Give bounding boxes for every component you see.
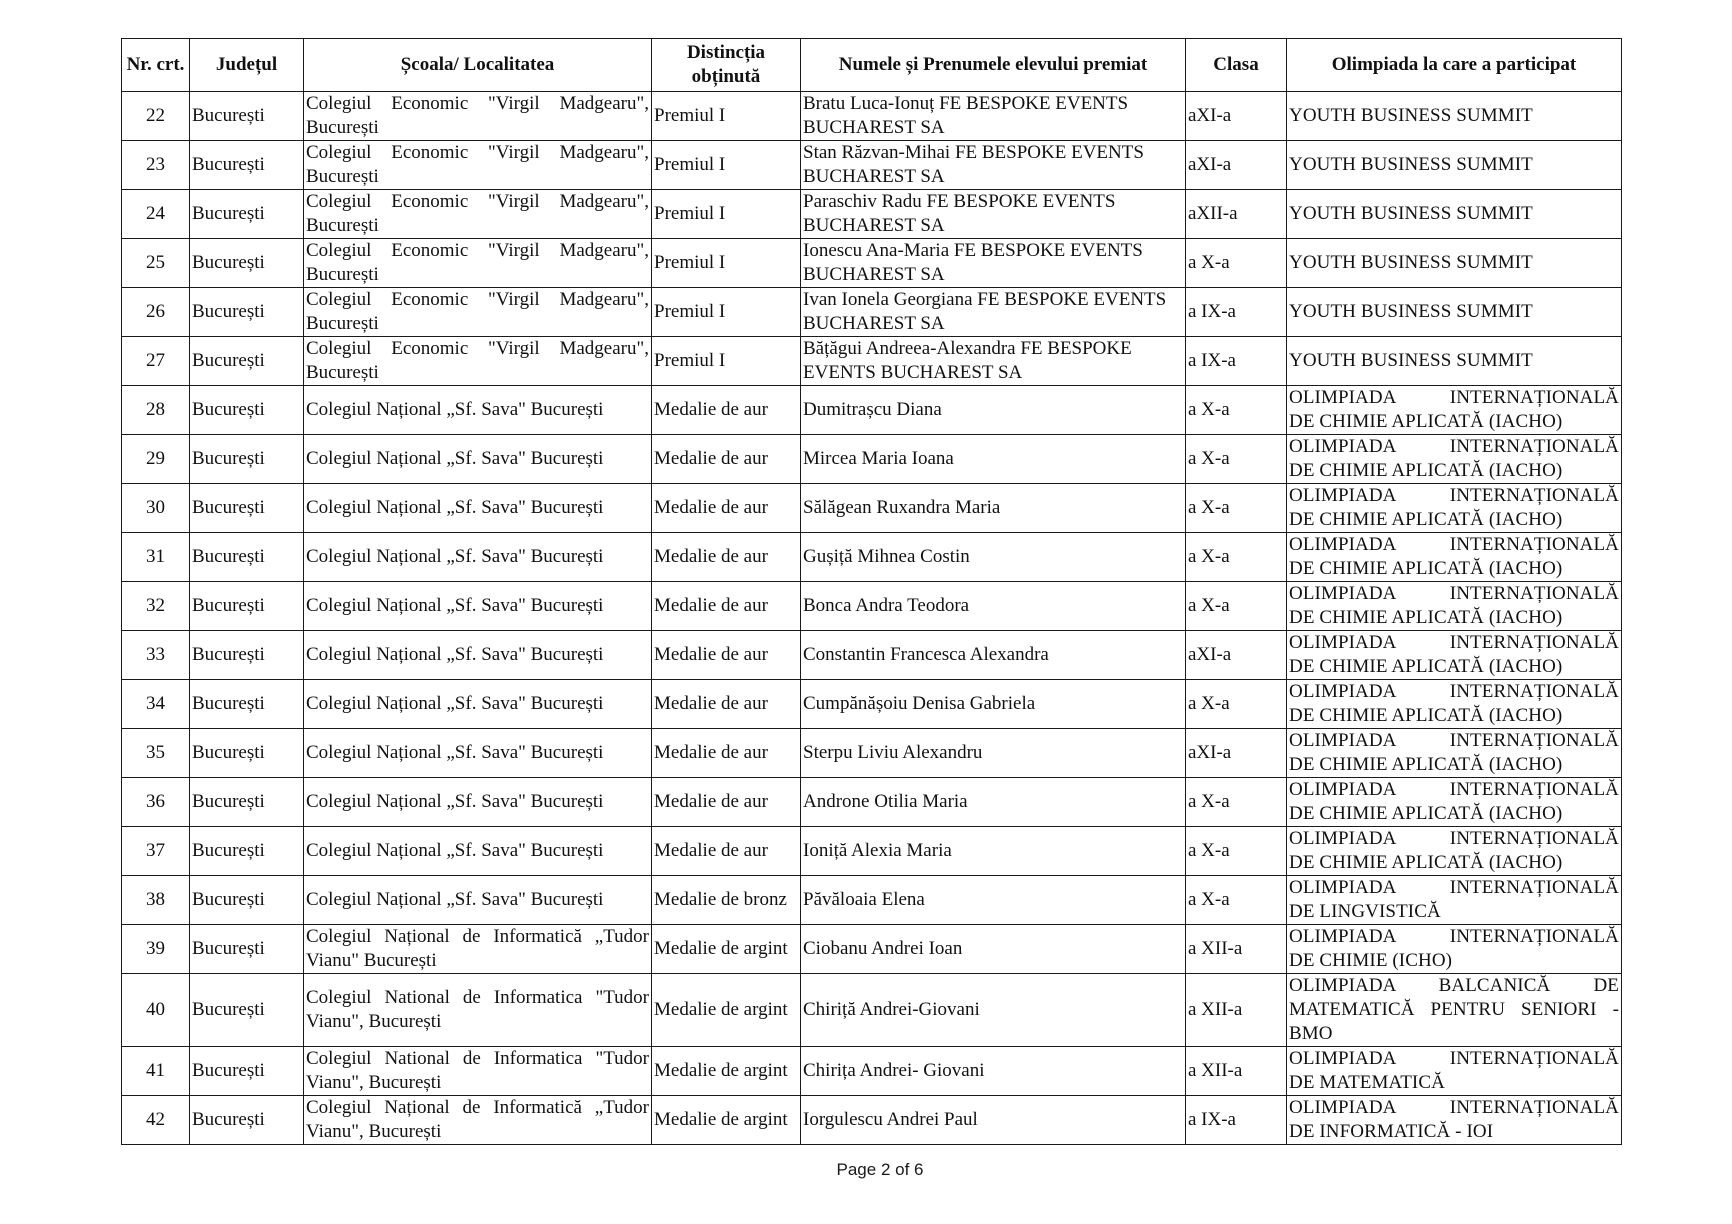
cell-olimpiada xyxy=(1287,925,1622,974)
olimpiada-line-1: OLIMPIADA INTERNAȚIONALĂ xyxy=(1289,730,1619,751)
cell-nume-elev: Androne Otilia Maria xyxy=(801,778,1186,827)
cell-olimpiada xyxy=(1287,729,1622,778)
cell-judet: București xyxy=(190,582,304,631)
cell-nr-crt: 32 xyxy=(122,582,190,631)
table-row xyxy=(122,680,1622,729)
cell-distinctie: Medalie de argint xyxy=(652,925,801,974)
table-row xyxy=(122,239,1622,288)
olimpiada-line-1: OLIMPIADA INTERNAȚIONALĂ xyxy=(1289,926,1619,947)
olimpiada-line-2: DE CHIMIE APLICATĂ (IACHO) xyxy=(1289,558,1563,579)
olimpiada-line-2: DE LINGVISTICĂ xyxy=(1289,901,1441,922)
table-row xyxy=(122,1047,1622,1096)
cell-scoala: Colegiul Național „Sf. Sava" București xyxy=(304,876,652,925)
cell-scoala: Colegiul Național de Informatică „Tudor Vianu" București xyxy=(304,925,652,974)
olimpiada-line-2: DE CHIMIE APLICATĂ (IACHO) xyxy=(1289,803,1563,824)
cell-nr-crt: 33 xyxy=(122,631,190,680)
cell-nume-elev: Ivan Ionela Georgiana FE BESPOKE EVENTS BUCHAREST SA xyxy=(801,288,1186,337)
olimpiada-line-1: OLIMPIADA INTERNAȚIONALĂ xyxy=(1289,387,1619,408)
olimpiada-line-2: DE MATEMATICĂ xyxy=(1289,1072,1445,1093)
cell-olimpiada xyxy=(1287,1047,1622,1096)
table-row xyxy=(122,435,1622,484)
cell-nr-crt: 34 xyxy=(122,680,190,729)
cell-distinctie: Premiul I xyxy=(652,337,801,386)
cell-nume-elev: Bratu Luca-Ionuț FE BESPOKE EVENTS BUCHAREST SA xyxy=(801,92,1186,141)
cell-scoala: Colegiul Național „Sf. Sava" București xyxy=(304,484,652,533)
cell-scoala: Colegiul Național „Sf. Sava" București xyxy=(304,778,652,827)
cell-nume-elev: Bățăgui Andreea-Alexandra FE BESPOKE EVENTS BUCHAREST SA xyxy=(801,337,1186,386)
cell-clasa: aXII-a xyxy=(1186,190,1287,239)
header-olimpiada: Olimpiada la care a participat xyxy=(1287,39,1622,92)
cell-clasa: a XII-a xyxy=(1186,1047,1287,1096)
cell-scoala: Colegiul Național „Sf. Sava" București xyxy=(304,386,652,435)
table-body xyxy=(122,92,1622,1145)
table-row xyxy=(122,974,1622,1047)
cell-nr-crt: 26 xyxy=(122,288,190,337)
cell-scoala: Colegiul Național de Informatică „Tudor Vianu", București xyxy=(304,1096,652,1145)
cell-distinctie: Medalie de aur xyxy=(652,386,801,435)
cell-olimpiada: YOUTH BUSINESS SUMMIT xyxy=(1287,92,1622,141)
table-row xyxy=(122,827,1622,876)
cell-judet: București xyxy=(190,827,304,876)
table-row xyxy=(122,92,1622,141)
cell-nume-elev: Stan Răzvan-Mihai FE BESPOKE EVENTS BUCHAREST SA xyxy=(801,141,1186,190)
table-row xyxy=(122,778,1622,827)
cell-judet: București xyxy=(190,1096,304,1145)
cell-nr-crt: 31 xyxy=(122,533,190,582)
cell-judet: București xyxy=(190,484,304,533)
table-row xyxy=(122,729,1622,778)
cell-scoala: Colegiul Economic "Virgil Madgearu", București xyxy=(304,141,652,190)
cell-olimpiada xyxy=(1287,778,1622,827)
cell-clasa: aXI-a xyxy=(1186,631,1287,680)
cell-clasa: a XII-a xyxy=(1186,925,1287,974)
header-nume-prenume: Numele și Prenumele elevului premiat xyxy=(801,39,1186,92)
cell-olimpiada xyxy=(1287,484,1622,533)
olimpiada-line-1: OLIMPIADA INTERNAȚIONALĂ xyxy=(1289,877,1619,898)
cell-nume-elev: Bonca Andra Teodora xyxy=(801,582,1186,631)
table-row xyxy=(122,533,1622,582)
olimpiada-line-2: DE INFORMATICĂ - IOI xyxy=(1289,1121,1494,1142)
cell-judet: București xyxy=(190,778,304,827)
cell-nume-elev: Ioniță Alexia Maria xyxy=(801,827,1186,876)
olimpiada-line-1: OLIMPIADA INTERNAȚIONALĂ xyxy=(1289,534,1619,555)
cell-olimpiada: YOUTH BUSINESS SUMMIT xyxy=(1287,288,1622,337)
cell-judet: București xyxy=(190,288,304,337)
header-judet: Județul xyxy=(190,39,304,92)
cell-olimpiada: YOUTH BUSINESS SUMMIT xyxy=(1287,141,1622,190)
cell-distinctie: Medalie de aur xyxy=(652,680,801,729)
olimpiada-line-2: DE CHIMIE APLICATĂ (IACHO) xyxy=(1289,607,1563,628)
cell-distinctie: Medalie de aur xyxy=(652,582,801,631)
cell-judet: București xyxy=(190,729,304,778)
cell-olimpiada xyxy=(1287,533,1622,582)
cell-clasa: a IX-a xyxy=(1186,288,1287,337)
cell-clasa: aXI-a xyxy=(1186,141,1287,190)
cell-scoala: Colegiul National de Informatica "Tudor Vianu", București xyxy=(304,974,652,1047)
cell-judet: București xyxy=(190,92,304,141)
cell-clasa: a X-a xyxy=(1186,533,1287,582)
cell-olimpiada xyxy=(1287,386,1622,435)
cell-clasa: a X-a xyxy=(1186,582,1287,631)
olimpiada-line-2: DE CHIMIE APLICATĂ (IACHO) xyxy=(1289,705,1563,726)
olimpiada-line-1: OLIMPIADA INTERNAȚIONALĂ xyxy=(1289,632,1619,653)
cell-nr-crt: 38 xyxy=(122,876,190,925)
cell-nr-crt: 36 xyxy=(122,778,190,827)
cell-distinctie: Medalie de aur xyxy=(652,827,801,876)
cell-scoala: Colegiul Național „Sf. Sava" București xyxy=(304,827,652,876)
table-row xyxy=(122,876,1622,925)
cell-nr-crt: 27 xyxy=(122,337,190,386)
cell-nr-crt: 39 xyxy=(122,925,190,974)
cell-olimpiada: YOUTH BUSINESS SUMMIT xyxy=(1287,239,1622,288)
cell-judet: București xyxy=(190,680,304,729)
cell-distinctie: Premiul I xyxy=(652,141,801,190)
cell-clasa: a X-a xyxy=(1186,827,1287,876)
cell-nume-elev: Sălăgean Ruxandra Maria xyxy=(801,484,1186,533)
cell-nume-elev: Cumpănășoiu Denisa Gabriela xyxy=(801,680,1186,729)
cell-scoala: Colegiul Economic "Virgil Madgearu", București xyxy=(304,92,652,141)
cell-distinctie: Medalie de aur xyxy=(652,778,801,827)
olimpiada-line-2: DE CHIMIE (ICHO) xyxy=(1289,950,1453,971)
cell-nume-elev: Ciobanu Andrei Ioan xyxy=(801,925,1186,974)
cell-distinctie: Medalie de aur xyxy=(652,484,801,533)
cell-nume-elev: Sterpu Liviu Alexandru xyxy=(801,729,1186,778)
cell-clasa: a X-a xyxy=(1186,680,1287,729)
olimpiada-line-1: OLIMPIADA INTERNAȚIONALĂ xyxy=(1289,681,1619,702)
olimpiada-line-2: DE CHIMIE APLICATĂ (IACHO) xyxy=(1289,754,1563,775)
cell-scoala: Colegiul National de Informatica "Tudor Vianu", București xyxy=(304,1047,652,1096)
olimpiada-line-1: OLIMPIADA INTERNAȚIONALĂ xyxy=(1289,828,1619,849)
table-row xyxy=(122,582,1622,631)
cell-nr-crt: 35 xyxy=(122,729,190,778)
cell-nume-elev: Chiriță Andrei-Giovani xyxy=(801,974,1186,1047)
cell-clasa: a X-a xyxy=(1186,484,1287,533)
cell-scoala: Colegiul Național „Sf. Sava" București xyxy=(304,582,652,631)
cell-distinctie: Medalie de aur xyxy=(652,533,801,582)
cell-judet: București xyxy=(190,337,304,386)
cell-nume-elev: Iorgulescu Andrei Paul xyxy=(801,1096,1186,1145)
cell-distinctie: Premiul I xyxy=(652,92,801,141)
olimpiada-line-2: DE CHIMIE APLICATĂ (IACHO) xyxy=(1289,509,1563,530)
header-nr-crt: Nr. crt. xyxy=(122,39,190,92)
olimpiada-line-1: OLIMPIADA INTERNAȚIONALĂ xyxy=(1289,1097,1619,1118)
olimpiada-line-1: OLIMPIADA INTERNAȚIONALĂ xyxy=(1289,583,1619,604)
cell-distinctie: Medalie de argint xyxy=(652,1047,801,1096)
cell-judet: București xyxy=(190,876,304,925)
olimpiada-line-1: OLIMPIADA INTERNAȚIONALĂ xyxy=(1289,779,1619,800)
cell-distinctie: Premiul I xyxy=(652,288,801,337)
cell-scoala: Colegiul Național „Sf. Sava" București xyxy=(304,435,652,484)
cell-nr-crt: 37 xyxy=(122,827,190,876)
cell-olimpiada xyxy=(1287,827,1622,876)
cell-judet: București xyxy=(190,435,304,484)
cell-nume-elev: Ionescu Ana-Maria FE BESPOKE EVENTS BUCHAREST SA xyxy=(801,239,1186,288)
cell-clasa: aXI-a xyxy=(1186,729,1287,778)
cell-olimpiada xyxy=(1287,631,1622,680)
cell-clasa: a X-a xyxy=(1186,778,1287,827)
cell-nr-crt: 29 xyxy=(122,435,190,484)
cell-clasa: a X-a xyxy=(1186,876,1287,925)
cell-nume-elev: Gușiță Mihnea Costin xyxy=(801,533,1186,582)
cell-judet: București xyxy=(190,631,304,680)
cell-distinctie: Medalie de argint xyxy=(652,974,801,1047)
cell-scoala: Colegiul Național „Sf. Sava" București xyxy=(304,533,652,582)
cell-scoala: Colegiul Economic "Virgil Madgearu", București xyxy=(304,239,652,288)
cell-olimpiada: YOUTH BUSINESS SUMMIT xyxy=(1287,190,1622,239)
cell-clasa: a IX-a xyxy=(1186,337,1287,386)
cell-nume-elev: Mircea Maria Ioana xyxy=(801,435,1186,484)
cell-scoala: Colegiul Economic "Virgil Madgearu", București xyxy=(304,190,652,239)
cell-nr-crt: 30 xyxy=(122,484,190,533)
cell-olimpiada xyxy=(1287,680,1622,729)
cell-clasa: aXI-a xyxy=(1186,92,1287,141)
olimpiada-line-1: OLIMPIADA INTERNAȚIONALĂ xyxy=(1289,1048,1619,1069)
cell-judet: București xyxy=(190,1047,304,1096)
table-row xyxy=(122,484,1622,533)
cell-distinctie: Premiul I xyxy=(652,190,801,239)
cell-clasa: a XII-a xyxy=(1186,974,1287,1047)
table-row xyxy=(122,337,1622,386)
cell-olimpiada: YOUTH BUSINESS SUMMIT xyxy=(1287,337,1622,386)
cell-judet: București xyxy=(190,141,304,190)
cell-nr-crt: 41 xyxy=(122,1047,190,1096)
cell-distinctie: Medalie de argint xyxy=(652,1096,801,1145)
table-row xyxy=(122,288,1622,337)
cell-clasa: a X-a xyxy=(1186,239,1287,288)
cell-nr-crt: 40 xyxy=(122,974,190,1047)
table-row xyxy=(122,925,1622,974)
cell-nr-crt: 42 xyxy=(122,1096,190,1145)
olimpiada-line-2: DE CHIMIE APLICATĂ (IACHO) xyxy=(1289,460,1563,481)
cell-scoala: Colegiul Național „Sf. Sava" București xyxy=(304,680,652,729)
table-row xyxy=(122,386,1622,435)
table-row xyxy=(122,1096,1622,1145)
table-header-row xyxy=(122,39,1622,92)
cell-nr-crt: 24 xyxy=(122,190,190,239)
cell-nume-elev: Constantin Francesca Alexandra xyxy=(801,631,1186,680)
cell-olimpiada xyxy=(1287,876,1622,925)
cell-clasa: a X-a xyxy=(1186,386,1287,435)
cell-judet: București xyxy=(190,925,304,974)
cell-scoala: Colegiul Național „Sf. Sava" București xyxy=(304,631,652,680)
page-footer xyxy=(0,1160,1732,1180)
cell-judet: București xyxy=(190,190,304,239)
awards-table xyxy=(121,38,1622,1145)
table-row xyxy=(122,190,1622,239)
cell-scoala: Colegiul Național „Sf. Sava" București xyxy=(304,729,652,778)
cell-judet: București xyxy=(190,533,304,582)
header-clasa: Clasa xyxy=(1186,39,1287,92)
cell-nume-elev: Paraschiv Radu FE BESPOKE EVENTS BUCHAREST SA xyxy=(801,190,1186,239)
olimpiada-line-2: DE CHIMIE APLICATĂ (IACHO) xyxy=(1289,411,1563,432)
cell-nr-crt: 25 xyxy=(122,239,190,288)
cell-judet: București xyxy=(190,386,304,435)
table-row xyxy=(122,631,1622,680)
cell-nume-elev: Păvăloaia Elena xyxy=(801,876,1186,925)
cell-olimpiada xyxy=(1287,582,1622,631)
cell-judet: București xyxy=(190,974,304,1047)
header-distinctia: Distincția obținută xyxy=(652,39,801,92)
cell-distinctie: Medalie de aur xyxy=(652,631,801,680)
olimpiada-line-2: DE CHIMIE APLICATĂ (IACHO) xyxy=(1289,656,1563,677)
cell-olimpiada: OLIMPIADA BALCANICĂ DE MATEMATICĂ PENTRU SENIORI - BMO xyxy=(1287,974,1622,1047)
cell-scoala: Colegiul Economic "Virgil Madgearu", București xyxy=(304,337,652,386)
cell-nr-crt: 22 xyxy=(122,92,190,141)
olimpiada-line-1: OLIMPIADA INTERNAȚIONALĂ xyxy=(1289,485,1619,506)
page-number: Page 2 of 6 xyxy=(836,1160,924,1179)
cell-nume-elev: Dumitrașcu Diana xyxy=(801,386,1186,435)
cell-distinctie: Medalie de aur xyxy=(652,435,801,484)
cell-distinctie: Medalie de aur xyxy=(652,729,801,778)
cell-distinctie: Medalie de bronz xyxy=(652,876,801,925)
cell-clasa: a IX-a xyxy=(1186,1096,1287,1145)
olimpiada-line-1: OLIMPIADA INTERNAȚIONALĂ xyxy=(1289,436,1619,457)
cell-nr-crt: 28 xyxy=(122,386,190,435)
header-scoala-localitatea: Școala/ Localitatea xyxy=(304,39,652,92)
cell-olimpiada xyxy=(1287,1096,1622,1145)
olimpiada-line-2: DE CHIMIE APLICATĂ (IACHO) xyxy=(1289,852,1563,873)
table-row xyxy=(122,141,1622,190)
cell-nr-crt: 23 xyxy=(122,141,190,190)
cell-scoala: Colegiul Economic "Virgil Madgearu", București xyxy=(304,288,652,337)
cell-nume-elev: Chirița Andrei- Giovani xyxy=(801,1047,1186,1096)
cell-olimpiada xyxy=(1287,435,1622,484)
cell-judet: București xyxy=(190,239,304,288)
cell-distinctie: Premiul I xyxy=(652,239,801,288)
cell-clasa: a X-a xyxy=(1186,435,1287,484)
